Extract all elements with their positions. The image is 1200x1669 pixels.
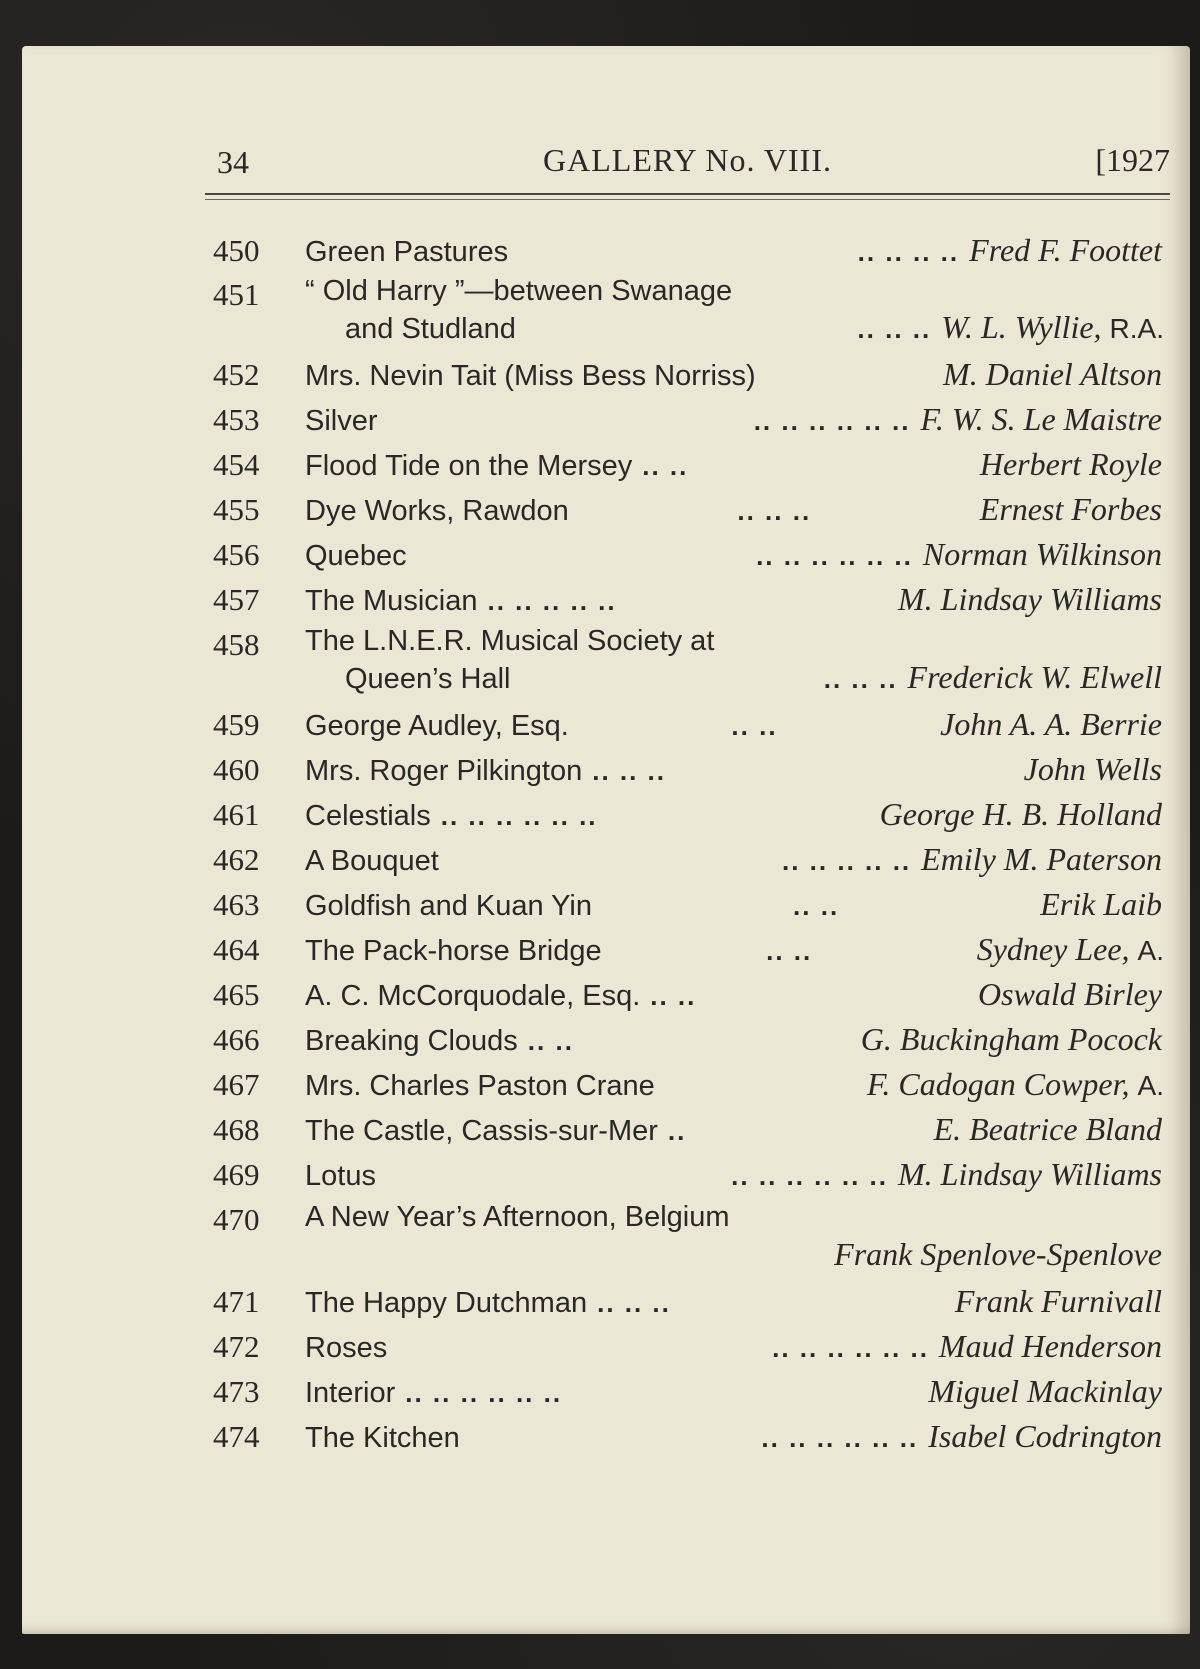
entry-title: The Musician	[305, 585, 478, 617]
entry-artist: Herbert Royle	[979, 446, 1162, 482]
entry-number: 460	[213, 752, 260, 787]
entry-number: 452	[213, 357, 260, 392]
entry-number: 458	[213, 627, 260, 662]
header-rule	[205, 193, 1170, 195]
entry-leader: .. .. .. .. .. ..	[756, 541, 913, 571]
catalogue-entry	[205, 1062, 1170, 1107]
entry-leader: .. .. ..	[737, 496, 812, 526]
entry-title: Mrs. Nevin Tait (Miss Bess Norriss)	[305, 360, 756, 392]
catalogue-entry	[205, 228, 1170, 272]
page-title: GALLERY No. VIII.	[543, 142, 832, 178]
entry-honour: A.	[1137, 935, 1164, 966]
catalogue-entry	[205, 397, 1170, 442]
entry-leader: .. ..	[766, 936, 813, 966]
header-rule-thin	[205, 199, 1170, 200]
entry-artist: M. Lindsay Williams	[897, 1156, 1162, 1192]
entry-leader: .. ..	[793, 891, 840, 921]
entry-number: 471	[213, 1284, 260, 1319]
page-number: 34	[217, 144, 249, 180]
entry-number: 466	[213, 1022, 260, 1057]
entry-leader: .. .. ..	[597, 1288, 671, 1318]
entry-leader: .. .. .. .. ..	[487, 586, 617, 616]
entry-artist: Isabel Codrington	[928, 1418, 1162, 1454]
entry-leader: .. .. ..	[823, 664, 898, 694]
entry-title: A. C. McCorquodale, Esq.	[305, 980, 641, 1012]
entry-leader: .. .. .. .. .. ..	[405, 1378, 563, 1408]
entry-leader: .. .. .. .. .. ..	[440, 801, 598, 831]
catalogue-entry	[205, 577, 1170, 622]
entry-leader: .. .. .. .. .. ..	[731, 1161, 888, 1191]
entry-number: 450	[213, 233, 260, 268]
entry-number: 470	[213, 1202, 260, 1237]
entry-artist: F. Cadogan Cowper,	[866, 1066, 1130, 1102]
entry-artist: Oswald Birley	[978, 976, 1162, 1012]
entry-artist: George H. B. Holland	[879, 796, 1162, 832]
entry-artist: Emily M. Paterson	[921, 841, 1162, 877]
entry-number: 467	[213, 1067, 260, 1102]
entry-leader: .. .. .. .. ..	[782, 846, 912, 876]
entry-number: 461	[213, 797, 260, 832]
entry-title: “ Old Harry ”—between Swanage	[305, 275, 733, 307]
catalogue-entry	[205, 837, 1170, 882]
catalogue-entry	[205, 622, 1170, 702]
entry-title: Celestials	[305, 800, 431, 832]
entry-artist: Fred F. Foottet	[969, 232, 1162, 268]
entry-leader: .. .. .. .. .. ..	[753, 406, 911, 436]
entry-number: 457	[213, 582, 260, 617]
entry-artist: John A. A. Berrie	[940, 706, 1162, 742]
catalogue-entry	[205, 702, 1170, 747]
catalogue-entry	[205, 1107, 1170, 1152]
catalogue-year: [1927	[1095, 142, 1170, 178]
entry-number: 464	[213, 932, 260, 967]
entry-number: 472	[213, 1329, 260, 1364]
entry-title: Flood Tide on the Mersey	[305, 450, 633, 482]
entry-number: 462	[213, 842, 260, 877]
entry-number: 465	[213, 977, 260, 1012]
entry-number: 473	[213, 1374, 260, 1409]
entry-number: 451	[213, 277, 260, 312]
entry-title: Mrs. Roger Pilkington	[305, 755, 583, 787]
entry-title: The L.N.E.R. Musical Society at	[305, 625, 715, 657]
catalogue-entry	[205, 532, 1170, 577]
catalogue-entry	[205, 1324, 1170, 1369]
entry-title: The Happy Dutchman	[305, 1287, 588, 1319]
entry-leader: .. .. ..	[857, 314, 932, 344]
entry-artist: Frederick W. Elwell	[907, 659, 1162, 695]
entry-title: Mrs. Charles Paston Crane	[305, 1070, 655, 1102]
entry-artist: Frank Spenlove-Spenlove	[834, 1236, 1162, 1272]
catalogue-entry	[205, 792, 1170, 837]
catalogue-entry	[205, 1152, 1170, 1197]
entry-artist: Maud Henderson	[938, 1328, 1162, 1364]
entry-artist: Ernest Forbes	[979, 491, 1162, 527]
catalogue-entry	[205, 1414, 1170, 1459]
entry-title: A Bouquet	[305, 845, 439, 877]
catalogue-entry	[205, 352, 1170, 397]
entry-artist: Norman Wilkinson	[922, 536, 1162, 572]
entry-title: Lotus	[305, 1160, 376, 1192]
catalogue-entry	[205, 1279, 1170, 1324]
catalogue-entry	[205, 972, 1170, 1017]
entry-honour: R.A.	[1109, 313, 1164, 344]
entry-artist: M. Lindsay Williams	[897, 581, 1162, 617]
entry-artist: G. Buckingham Pocock	[860, 1021, 1162, 1057]
entry-number: 455	[213, 492, 260, 527]
entry-title: Breaking Clouds	[305, 1025, 518, 1057]
entry-title-continued: and Studland	[345, 313, 516, 345]
catalogue-entry	[205, 882, 1170, 927]
entry-title: Roses	[305, 1332, 388, 1364]
entry-title: Interior	[305, 1377, 396, 1409]
entry-title: Silver	[305, 405, 378, 437]
entry-title: Quebec	[305, 540, 407, 572]
catalogue-entry	[205, 442, 1170, 487]
entry-number: 456	[213, 537, 260, 572]
entry-leader: .. ..	[527, 1026, 574, 1056]
entry-number: 463	[213, 887, 260, 922]
entry-artist: Miguel Mackinlay	[928, 1373, 1162, 1409]
page-header	[205, 138, 1170, 186]
entry-title: The Castle, Cassis-sur-Mer	[305, 1115, 658, 1147]
catalogue-entry	[205, 487, 1170, 532]
entry-number: 469	[213, 1157, 260, 1192]
entry-number: 474	[213, 1419, 260, 1454]
entry-number: 454	[213, 447, 260, 482]
catalogue-entry	[205, 272, 1170, 352]
entry-leader: .. .. ..	[592, 756, 667, 786]
entry-artist: Sydney Lee,	[976, 931, 1130, 967]
entry-artist: E. Beatrice Bland	[933, 1111, 1162, 1147]
entry-leader: .. .. .. ..	[857, 237, 960, 267]
entry-title: The Pack-horse Bridge	[305, 935, 602, 967]
entry-number: 468	[213, 1112, 260, 1147]
entry-title: Green Pastures	[305, 236, 509, 268]
entry-title: The Kitchen	[305, 1422, 460, 1454]
entry-artist: Frank Furnivall	[954, 1283, 1162, 1319]
entry-artist: W. L. Wyllie,	[941, 309, 1102, 345]
entry-title: Goldfish and Kuan Yin	[305, 890, 592, 922]
entry-number: 453	[213, 402, 260, 437]
entry-leader: .. .. .. .. .. ..	[772, 1333, 929, 1363]
catalogue-entry	[205, 927, 1170, 972]
entry-title: George Audley, Esq.	[305, 710, 569, 742]
entry-artist: M. Daniel Altson	[943, 356, 1162, 392]
entry-leader: .. ..	[731, 711, 778, 741]
catalogue-entry	[205, 747, 1170, 792]
catalogue-entries	[205, 228, 1170, 1459]
entry-honour: A.	[1137, 1070, 1164, 1101]
entry-title-continued: Queen’s Hall	[345, 663, 511, 695]
entry-artist: Erik Laib	[1040, 886, 1163, 922]
catalogue-entry	[205, 1369, 1170, 1414]
entry-leader: .. .. .. .. .. ..	[761, 1423, 919, 1453]
entry-number: 459	[213, 707, 260, 742]
entry-leader: ..	[667, 1116, 687, 1146]
catalogue-entry	[205, 1017, 1170, 1062]
catalogue-entry	[205, 1197, 1170, 1279]
entry-artist: F. W. S. Le Maistre	[920, 401, 1162, 437]
entry-leader: .. ..	[642, 451, 689, 481]
entry-title: A New Year’s Afternoon, Belgium	[305, 1201, 730, 1233]
entry-title: Dye Works, Rawdon	[305, 495, 569, 527]
entry-artist: John Wells	[1023, 751, 1162, 787]
entry-leader: .. ..	[650, 981, 697, 1011]
